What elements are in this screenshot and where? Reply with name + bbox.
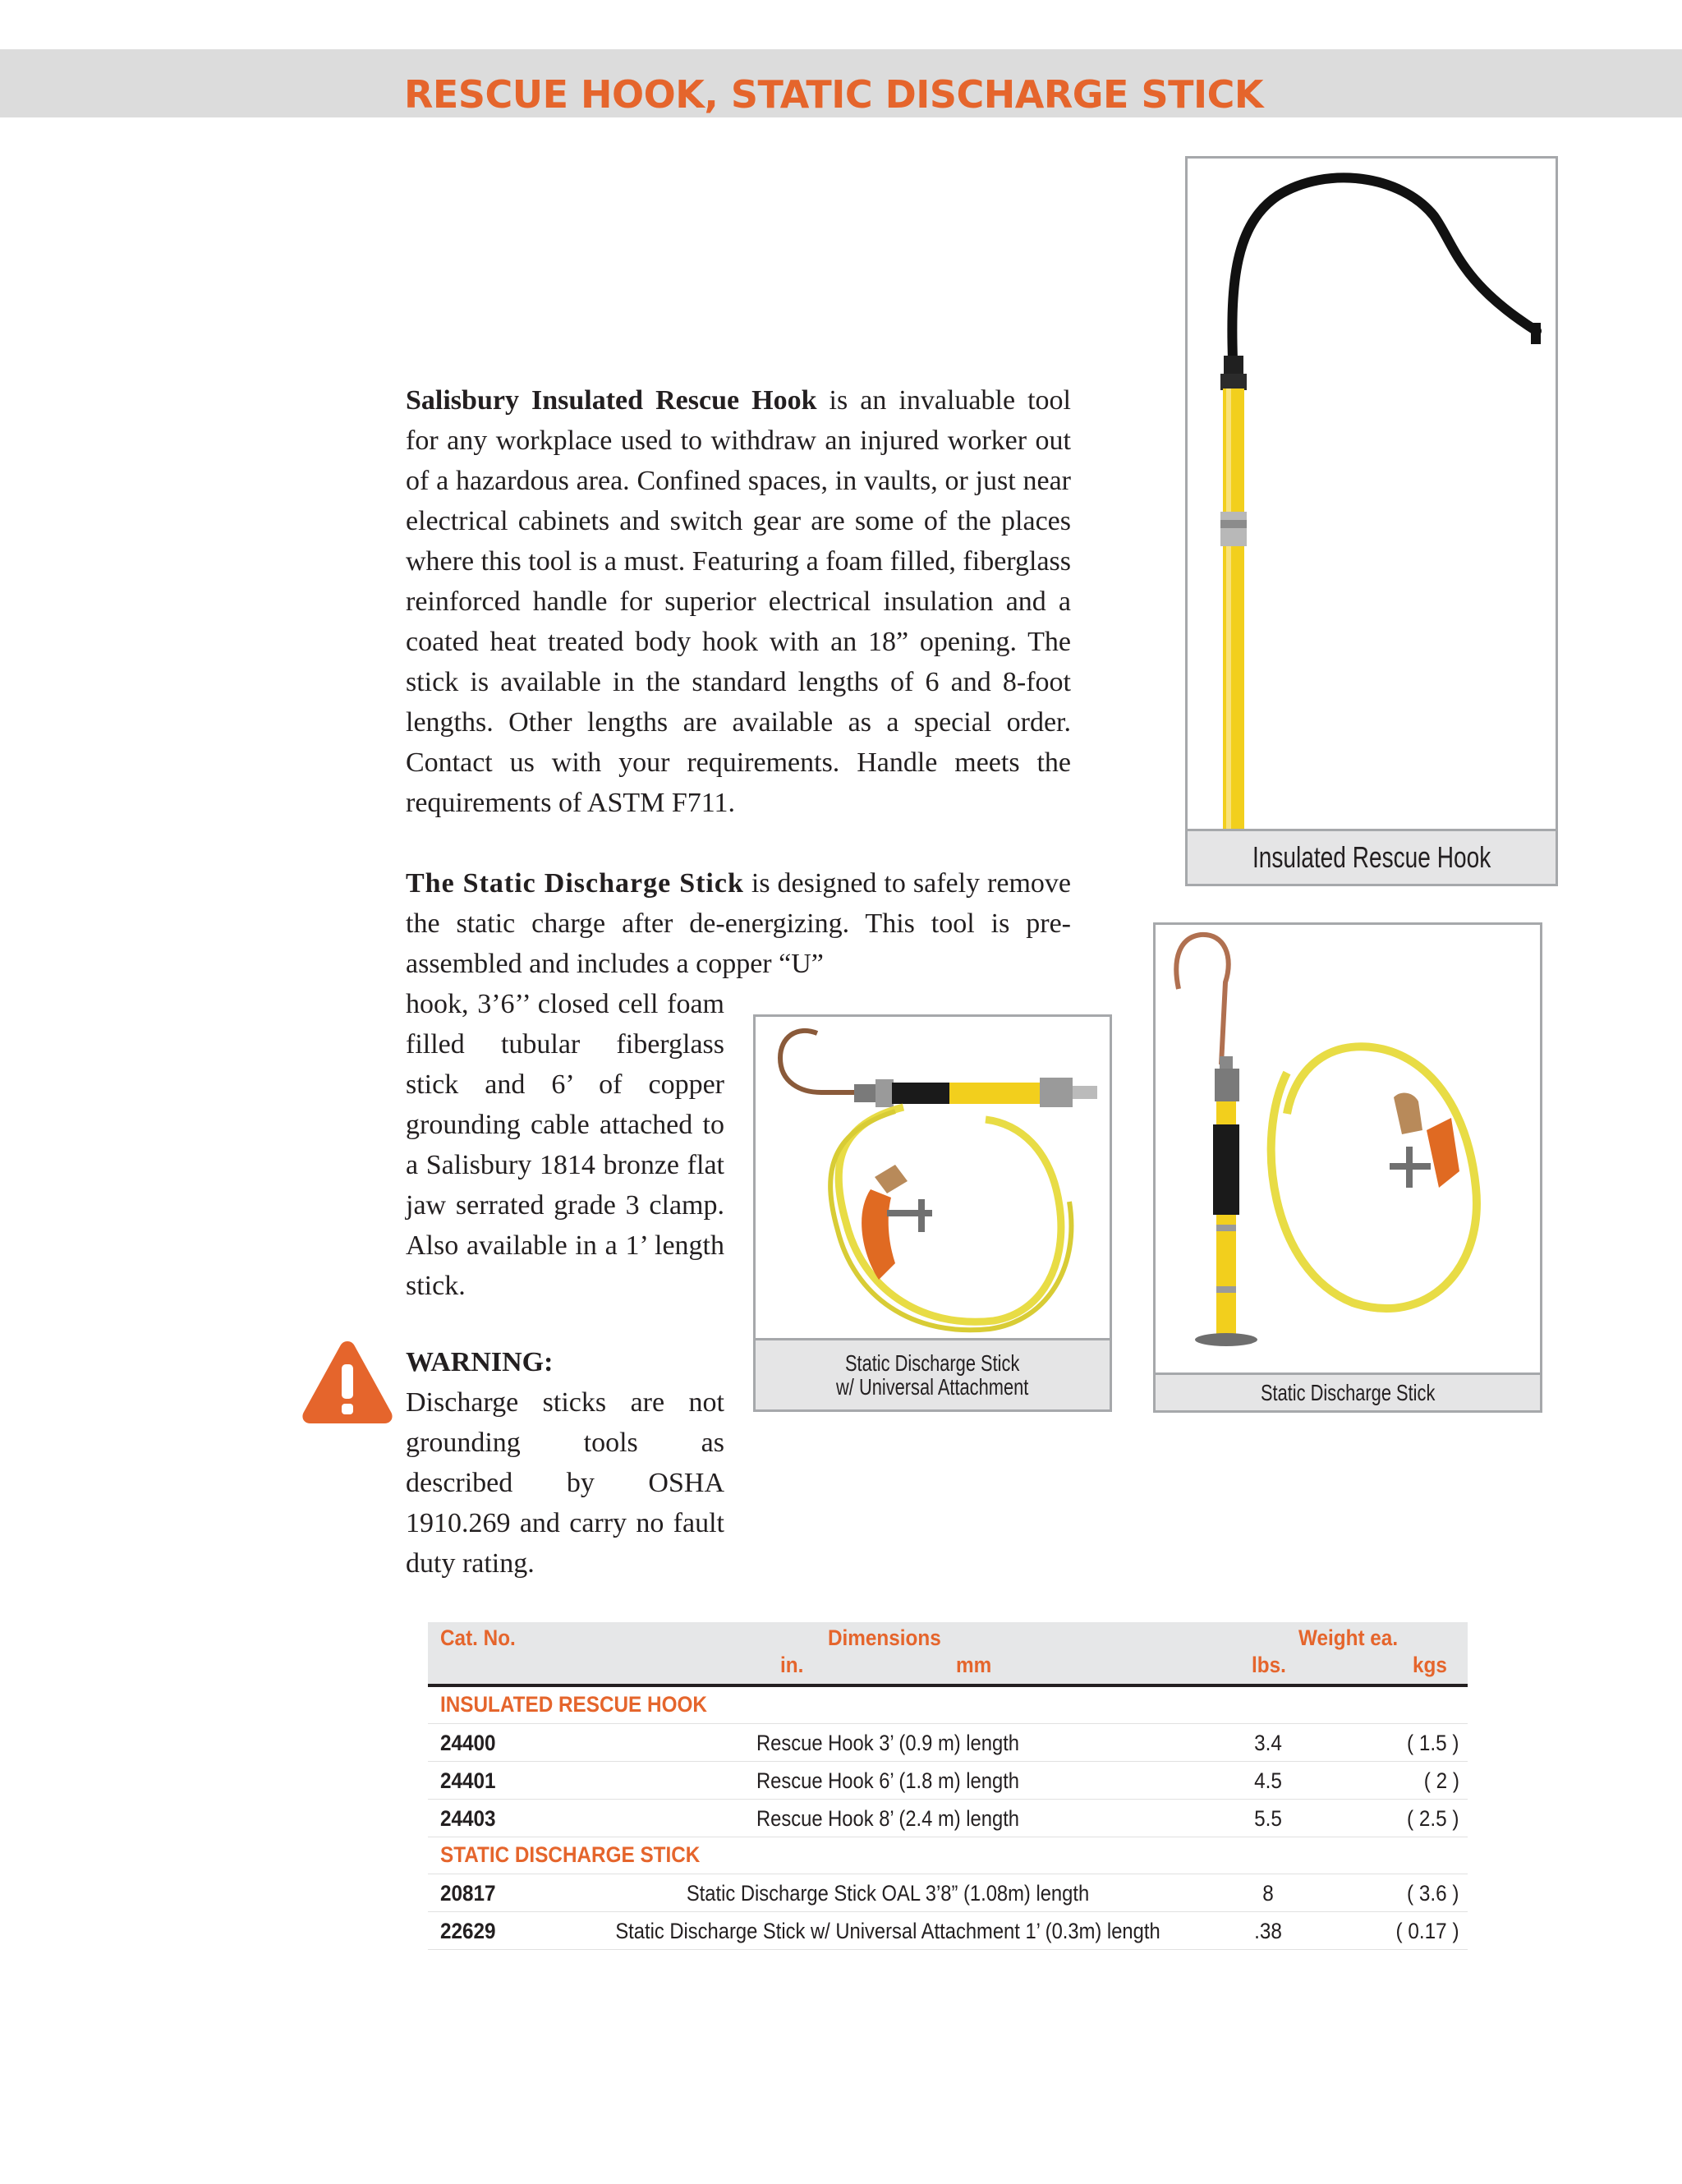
rescue-hook-description <box>406 380 1071 823</box>
cat-number: 20817 <box>440 1881 496 1906</box>
static-discharge-stick-illustration <box>1156 925 1540 1377</box>
cat-number: 24403 <box>440 1806 496 1831</box>
description: Rescue Hook 6’ (1.8 m) length <box>756 1768 1020 1793</box>
cat-number: 24400 <box>440 1731 496 1755</box>
rescue-hook-illustration <box>1188 159 1556 832</box>
table-row <box>428 1762 1468 1800</box>
weight-kgs: ( 0.17 ) <box>1396 1919 1459 1943</box>
warning-block <box>406 1342 724 1584</box>
section-insulated-rescue-hook: INSULATED RESCUE HOOK <box>428 1687 1468 1724</box>
header-in: in. <box>780 1653 804 1677</box>
static-stick-description <box>406 863 1071 984</box>
weight-lbs: 4.5 <box>1254 1768 1282 1793</box>
header-lbs: lbs. <box>1252 1653 1286 1677</box>
photo-static-discharge-stick-universal <box>753 1014 1112 1412</box>
photo-insulated-rescue-hook <box>1185 156 1558 886</box>
weight-lbs: 8 <box>1262 1881 1274 1906</box>
static-stick-description-continued: hook, 3’6’’ closed cell foam filled tubular fiberglass stick and 6’ of copper grounding cable attached to a Salisbury 1814 bronze flat jaw serrated grade 3 clamp. Also available in a 1’ length stick. <box>406 989 724 1301</box>
static-discharge-stick-universal-illustration <box>756 1017 1110 1345</box>
warning-title: WARNING: <box>406 1347 554 1377</box>
spec-table <box>428 1622 1468 1950</box>
description: Static Discharge Stick w/ Universal Attachment 1’ (0.3m) length <box>615 1919 1160 1943</box>
photo-static-discharge-stick <box>1153 922 1542 1413</box>
static-stick-lead: The Static Discharge Stick <box>406 868 744 899</box>
weight-kgs: ( 2.5 ) <box>1407 1806 1459 1831</box>
page-title: RESCUE HOOK, STATIC DISCHARGE STICK <box>404 72 1264 117</box>
warning-text: Discharge sticks are not grounding tools as described by OSHA 1910.269 and carry no fault duty rating. <box>406 1387 724 1579</box>
weight-kgs: ( 3.6 ) <box>1407 1881 1459 1906</box>
caption-insulated-rescue-hook: Insulated Rescue Hook <box>1188 829 1556 884</box>
header-dimensions: Dimensions <box>828 1625 941 1650</box>
table-header <box>428 1622 1468 1687</box>
cat-number: 24401 <box>440 1768 496 1793</box>
table-row <box>428 1724 1468 1762</box>
table-row <box>428 1912 1468 1950</box>
weight-lbs: 5.5 <box>1254 1806 1282 1831</box>
weight-lbs: 3.4 <box>1254 1731 1282 1755</box>
weight-kgs: ( 2 ) <box>1423 1768 1459 1793</box>
rescue-hook-text: is an invaluable tool for any workplace used to withdraw an injured worker out of a hazardous area. Confined spaces, in vaults, or just near electrical cabinets and switch gear are some of the places where this tool is a must. Featuring a foam filled, fiberglass reinforced handle for superior electrical insulation and a coated heat treated body hook with an 18” opening. The stick is available in the standard lengths of 6 and 8-foot lengths. Other lengths are available as a special order. Contact us with your requirements. Handle meets the requirements of ASTM F711. <box>406 385 1071 818</box>
static-stick-text-wide: is designed to safely remove the static charge after de-energizing. This tool is pre-assembled and includes a copper “U” <box>406 868 1071 979</box>
table-row <box>428 1874 1468 1912</box>
warning-triangle-icon <box>299 1336 396 1427</box>
header-cat-no: Cat. No. <box>440 1625 516 1650</box>
header-kgs: kgs <box>1413 1653 1447 1677</box>
header-mm: mm <box>956 1653 992 1677</box>
description: Rescue Hook 3’ (0.9 m) length <box>756 1731 1020 1755</box>
caption-static-discharge-stick: Static Discharge Stick <box>1156 1372 1540 1410</box>
cat-number: 22629 <box>440 1919 496 1943</box>
description: Static Discharge Stick OAL 3’8” (1.08m) length <box>686 1881 1090 1906</box>
weight-lbs: .38 <box>1254 1919 1282 1943</box>
description: Rescue Hook 8’ (2.4 m) length <box>756 1806 1020 1831</box>
caption-static-discharge-stick-universal: Static Discharge Stick w/ Universal Attachment <box>756 1338 1110 1409</box>
header-weight: Weight ea. <box>1298 1625 1399 1650</box>
weight-kgs: ( 1.5 ) <box>1407 1731 1459 1755</box>
rescue-hook-lead: Salisbury Insulated Rescue Hook <box>406 385 817 416</box>
table-row <box>428 1800 1468 1837</box>
section-static-discharge-stick: STATIC DISCHARGE STICK <box>428 1837 1468 1874</box>
